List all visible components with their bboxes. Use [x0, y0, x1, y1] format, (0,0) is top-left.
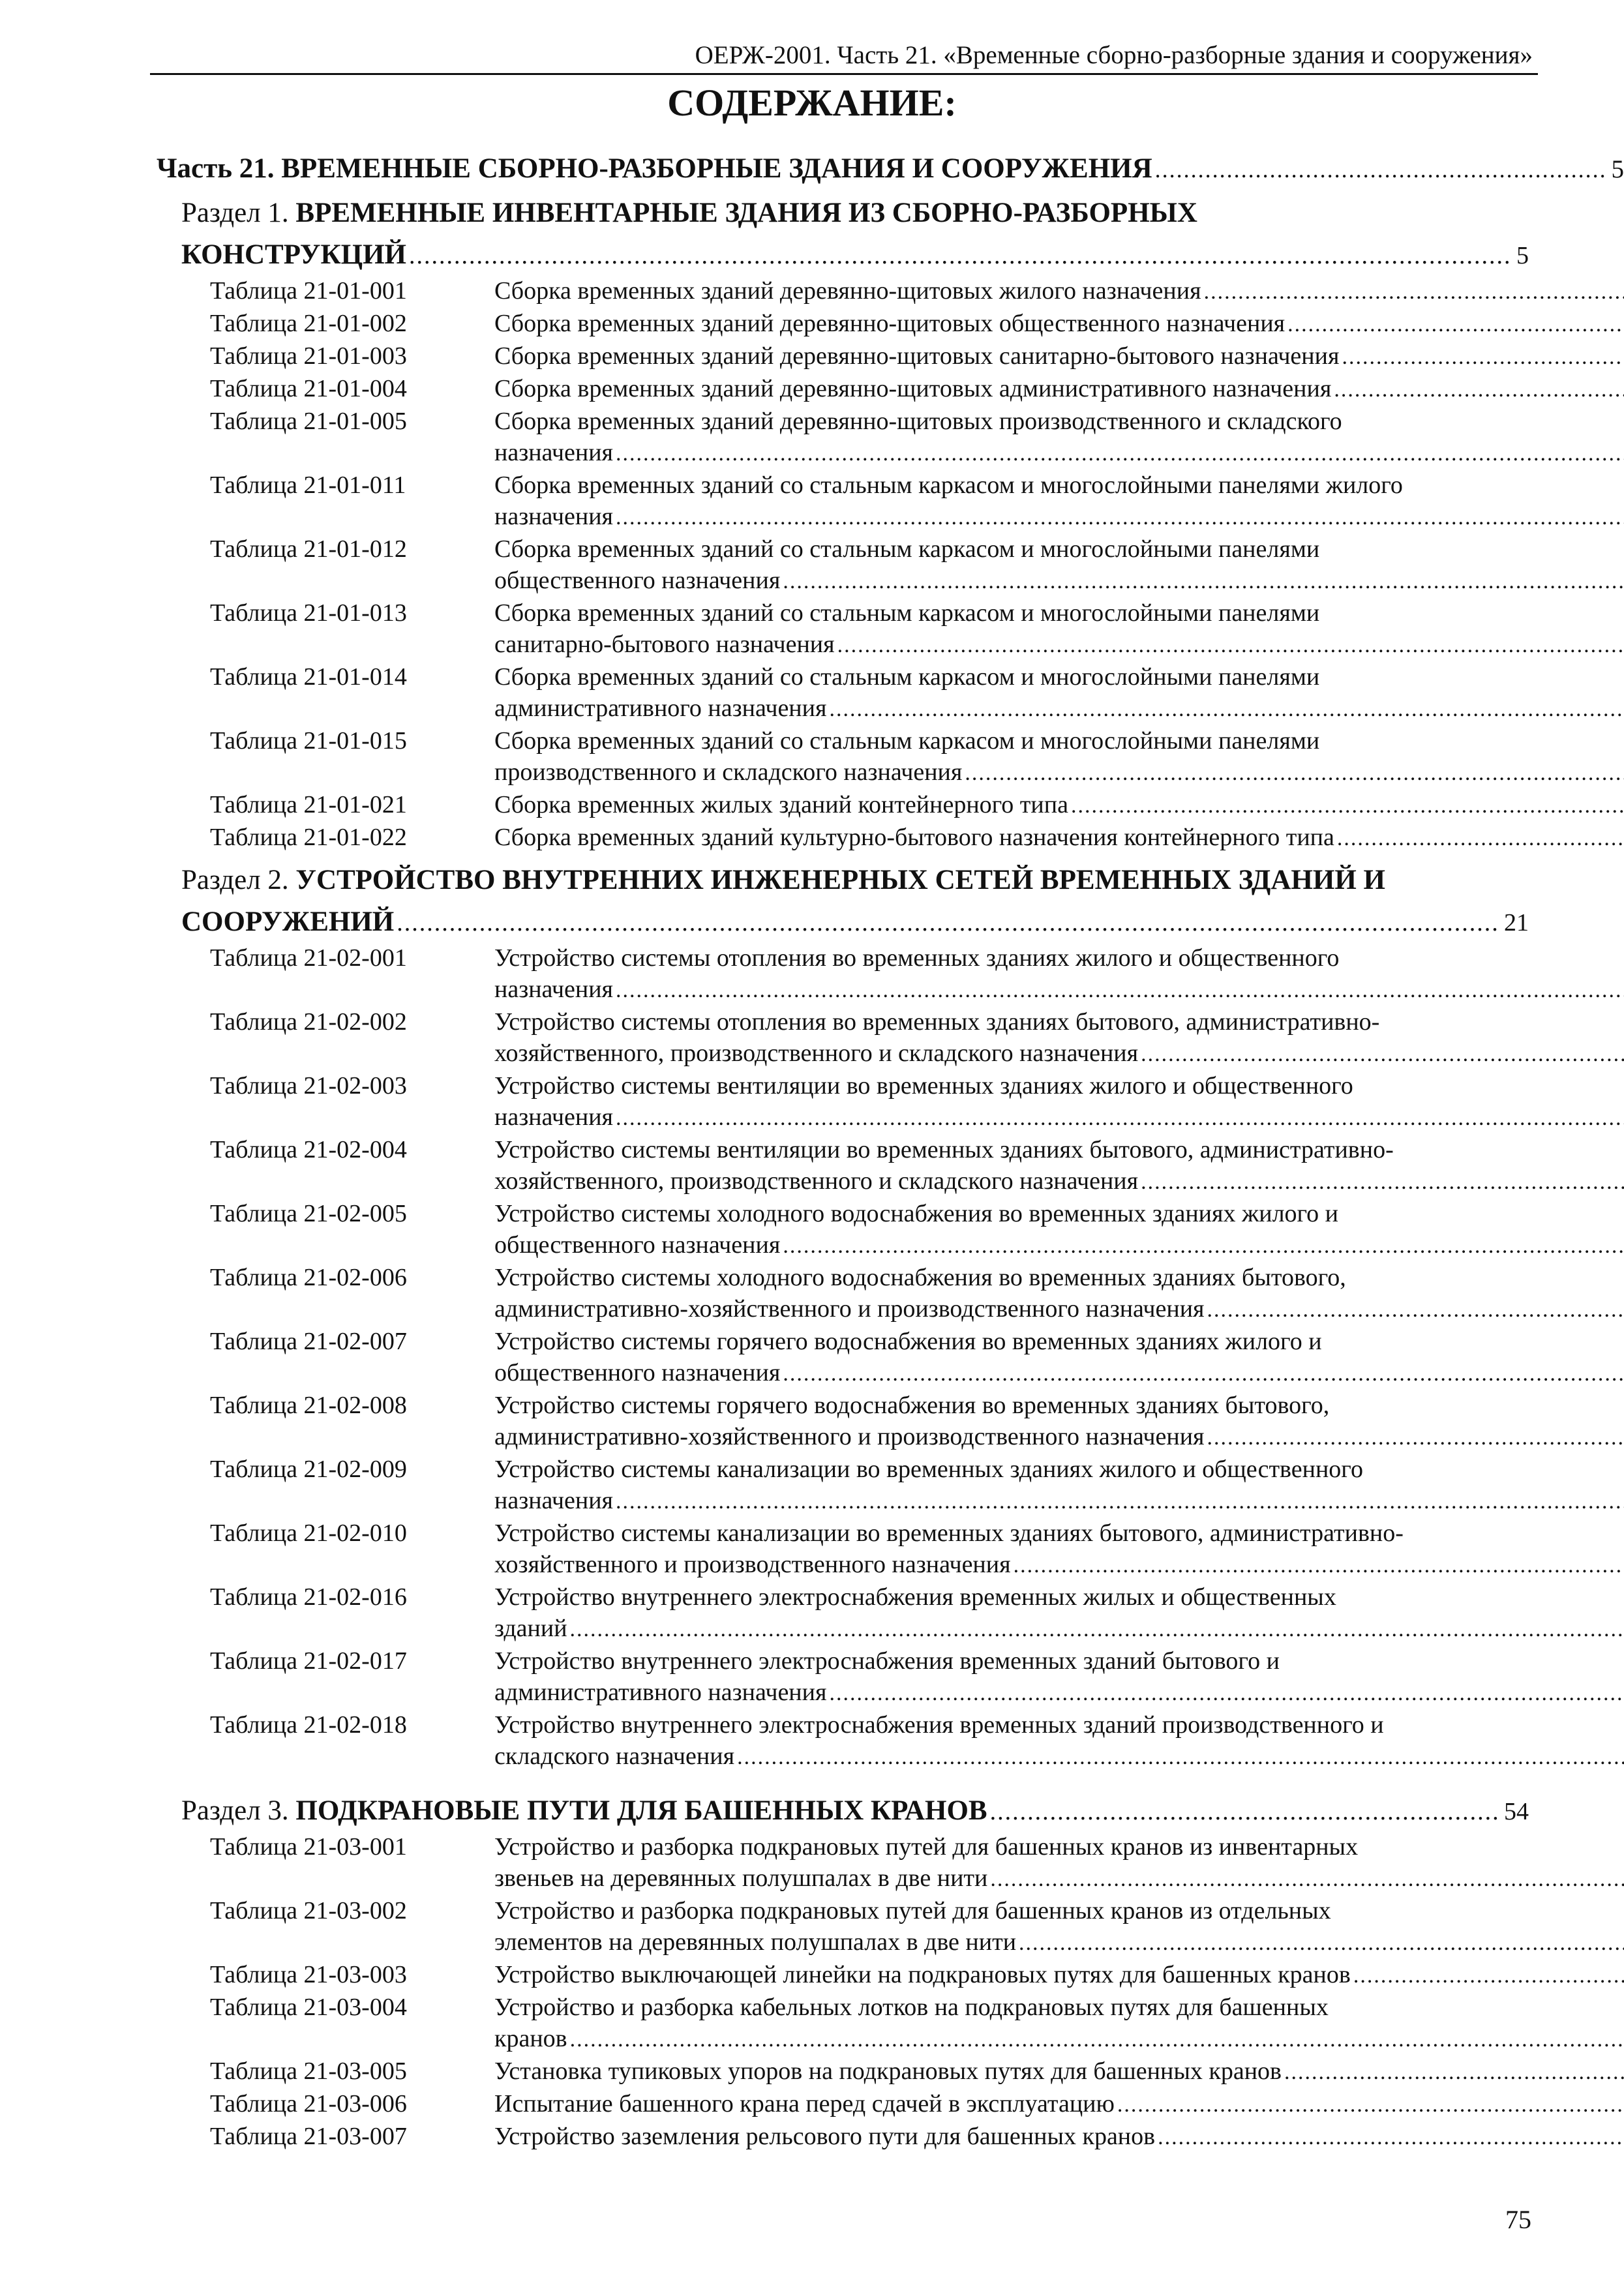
toc-table-title-cont: хозяйственного и производственного назначения [494, 1551, 1011, 1578]
toc-table-title-line [494, 1101, 1624, 1134]
toc-section-heading[interactable] [181, 1790, 1529, 1833]
toc-table-body [494, 1581, 1624, 1645]
toc-table-entry[interactable] [210, 1709, 1529, 1773]
toc-table-entry[interactable] [210, 1992, 1529, 2056]
toc-table-body [494, 2121, 1624, 2153]
toc-table-title-cont: санитарно-бытового назначения [494, 631, 835, 658]
toc-table-id: Таблица 21-02-005 [210, 1200, 407, 1227]
leader-dots [965, 758, 1624, 789]
leader-dots [783, 1358, 1624, 1390]
toc-section-title-line [181, 901, 1529, 944]
toc-table-body [494, 789, 1624, 822]
leader-dots [1207, 1422, 1624, 1454]
toc-table-entry[interactable] [210, 1581, 1529, 1645]
toc-table-title: Сборка временных зданий со стальным каркасом и многослойными панелями [494, 599, 1320, 627]
toc-table-entry[interactable] [210, 1134, 1529, 1198]
toc-table-id: Таблица 21-02-002 [210, 1008, 407, 1036]
leader-dots [1353, 1960, 1624, 1992]
toc-table-id: Таблица 21-01-014 [210, 663, 407, 691]
toc-table-entry[interactable] [210, 533, 1529, 597]
toc-table-entry[interactable] [210, 2121, 1529, 2153]
toc-table-title: Устройство внутреннего электроснабжения временных жилых и общественных [494, 1583, 1336, 1611]
toc-table-entry[interactable] [210, 406, 1529, 470]
toc-table-id: Таблица 21-01-012 [210, 535, 407, 563]
toc-section-heading[interactable] [181, 192, 1529, 277]
toc-section-prefix: Раздел 1. [181, 198, 296, 228]
toc-table-id: Таблица 21-01-021 [210, 791, 407, 818]
header-rule [150, 73, 1538, 75]
toc-table-title-line [494, 1165, 1624, 1198]
toc-table-title-cont: кранов [494, 2025, 567, 2052]
toc-table-title-line [494, 1959, 1624, 1992]
toc-table-entry[interactable] [210, 1006, 1529, 1070]
toc-table-title-line [494, 275, 1624, 308]
toc-page-number: 5 [1516, 242, 1529, 269]
toc-table-id: Таблица 21-02-016 [210, 1583, 407, 1611]
toc-table-id: Таблица 21-02-017 [210, 1647, 407, 1675]
toc-table-id: Таблица 21-01-004 [210, 375, 407, 402]
toc-table-title-cont: общественного назначения [494, 1231, 781, 1259]
toc-table-title: Испытание башенного крана перед сдачей в эксплуатацию [494, 2090, 1115, 2117]
toc-table-body [494, 1518, 1624, 1581]
toc-table-body [494, 2088, 1624, 2121]
toc-table-title-cont: назначения [494, 1487, 614, 1514]
toc-table-body [494, 1070, 1624, 1134]
toc-table-title: Устройство системы холодного водоснабжения во временных зданиях жилого и [494, 1200, 1339, 1227]
toc-table-title: Сборка временных жилых зданий контейнерного типа [494, 791, 1068, 818]
toc-section-title-line [181, 1790, 1529, 1833]
toc-table-id: Таблица 21-01-002 [210, 310, 407, 337]
toc-table-entry[interactable] [210, 470, 1529, 533]
toc-table-title-cont: назначения [494, 976, 614, 1003]
toc-table-body [494, 1895, 1624, 1959]
toc-table-id: Таблица 21-02-007 [210, 1328, 407, 1355]
toc-table-id: Таблица 21-03-006 [210, 2090, 407, 2117]
toc-table-title: Устройство системы отопления во временных зданиях жилого и общественного [494, 944, 1340, 972]
toc-table-entry[interactable] [210, 373, 1529, 406]
toc-sections [0, 192, 1624, 2153]
toc-section [0, 192, 1624, 854]
table-of-contents [0, 150, 1624, 2153]
toc-table-entry[interactable] [210, 1454, 1529, 1518]
toc-table-title-cont: административно-хозяйственного и производственного назначения [494, 1295, 1205, 1323]
toc-table-entry[interactable] [210, 789, 1529, 822]
leader-dots [990, 1864, 1624, 1895]
toc-table-title-line [494, 1863, 1624, 1895]
toc-table-title-line [494, 2121, 1624, 2153]
toc-table-entry[interactable] [210, 1390, 1529, 1454]
toc-table-id: Таблица 21-03-004 [210, 1994, 407, 2021]
running-header: ОЕРЖ-2001. Часть 21. «Временные сборно-разборные здания и сооружения» [695, 41, 1533, 69]
toc-table-entry[interactable] [210, 822, 1529, 854]
leader-dots [829, 694, 1624, 725]
toc-table-id: Таблица 21-02-018 [210, 1711, 407, 1739]
leader-dots [1287, 309, 1624, 340]
toc-table-title-line [494, 340, 1624, 373]
page-number: 75 [1505, 2205, 1531, 2234]
toc-table-id: Таблица 21-01-003 [210, 342, 407, 370]
toc-table-body [494, 1992, 1624, 2056]
toc-table-title: Устройство выключающей линейки на подкрановых путях для башенных кранов [494, 1961, 1351, 1988]
toc-table-body [494, 661, 1624, 725]
leader-dots [829, 1678, 1624, 1709]
toc-table-title-line [494, 565, 1624, 597]
toc-section-title-line [181, 234, 1529, 277]
toc-table-title-line [494, 1421, 1624, 1454]
toc-table-title: Сборка временных зданий деревянно-щитовых санитарно-бытового назначения [494, 342, 1340, 370]
toc-table-id: Таблица 21-02-006 [210, 1264, 407, 1291]
toc-table-title-line [494, 1485, 1624, 1518]
toc-table-title-cont: хозяйственного, производственного и складского назначения [494, 1167, 1139, 1195]
toc-table-title-line [494, 974, 1624, 1006]
toc-table-title-line [494, 1613, 1624, 1645]
toc-table-title-cont: административно-хозяйственного и производственного назначения [494, 1423, 1205, 1450]
toc-section-title-line [181, 192, 1529, 234]
toc-table-body [494, 1709, 1624, 1773]
toc-table-body [494, 470, 1624, 533]
toc-table-entry[interactable] [210, 1959, 1529, 1992]
toc-table-entry[interactable] [210, 1326, 1529, 1390]
toc-table-title: Устройство системы отопления во временных зданиях бытового, административно- [494, 1008, 1380, 1036]
toc-table-title: Устройство системы канализации во временных зданиях жилого и общественного [494, 1456, 1363, 1483]
toc-table-title-cont: зданий [494, 1615, 567, 1642]
toc-table-id: Таблица 21-02-001 [210, 944, 407, 972]
toc-table-id: Таблица 21-01-011 [210, 471, 406, 499]
leader-dots [1141, 1167, 1624, 1198]
toc-section-prefix: Раздел 2. [181, 865, 296, 895]
toc-table-body [494, 1390, 1624, 1454]
toc-table-body [494, 1326, 1624, 1390]
toc-table-title-cont: административного назначения [494, 695, 827, 722]
toc-table-title: Устройство заземления рельсового пути для башенных кранов [494, 2123, 1156, 2150]
toc-table-title-cont: звеньев на деревянных полушпалах в две нити [494, 1864, 988, 1892]
toc-table-entry[interactable] [210, 942, 1529, 1006]
toc-table-entry[interactable] [210, 1198, 1529, 1262]
toc-table-body [494, 1831, 1624, 1895]
toc-table-entry[interactable] [210, 2056, 1529, 2088]
toc-table-entry[interactable] [210, 1831, 1529, 1895]
toc-table-body [494, 275, 1624, 308]
toc-table-id: Таблица 21-01-005 [210, 408, 407, 435]
toc-table-title: Сборка временных зданий деревянно-щитовых производственного и складского [494, 408, 1342, 435]
leader-dots [1284, 2057, 1624, 2088]
toc-section-heading[interactable] [181, 860, 1529, 944]
toc-table-title: Устройство системы канализации во временных зданиях бытового, административно- [494, 1519, 1404, 1547]
toc-table-body [494, 340, 1624, 373]
toc-table-body [494, 942, 1624, 1006]
toc-part-entry[interactable] [157, 150, 1624, 188]
toc-table-entry[interactable] [210, 1518, 1529, 1581]
toc-table-title-cont: административного назначения [494, 1679, 827, 1706]
toc-table-id: Таблица 21-03-007 [210, 2123, 407, 2150]
toc-table-title: Сборка временных зданий со стальным каркасом и многослойными панелями жилого [494, 471, 1403, 499]
toc-part-label: Часть 21. ВРЕМЕННЫЕ СБОРНО-РАЗБОРНЫЕ ЗДАНИЯ И СООРУЖЕНИЯ [157, 153, 1152, 184]
toc-table-title-line [494, 756, 1624, 789]
toc-table-title-line [494, 1549, 1624, 1581]
leader-dots [1158, 2122, 1624, 2153]
toc-table-title: Устройство системы вентиляции во временных зданиях бытового, административно- [494, 1136, 1394, 1163]
toc-table-id: Таблица 21-03-002 [210, 1897, 407, 1924]
leader-dots [1155, 151, 1605, 188]
leader-dots [1337, 823, 1624, 854]
toc-section-title-line [181, 860, 1529, 901]
toc-table-body [494, 308, 1624, 340]
leader-dots [1014, 1550, 1624, 1581]
toc-table-id: Таблица 21-02-010 [210, 1519, 407, 1547]
toc-section [0, 1790, 1624, 2153]
toc-table-body [494, 373, 1624, 406]
leader-dots [616, 502, 1624, 533]
toc-table-title-cont: назначения [494, 1103, 614, 1131]
leader-dots [616, 1103, 1624, 1134]
toc-table-title-line [494, 373, 1624, 406]
toc-table-title: Установка тупиковых упоров на подкрановых путях для башенных кранов [494, 2057, 1282, 2085]
toc-table-list [0, 942, 1624, 1773]
leader-dots [783, 1231, 1624, 1262]
leader-dots [1334, 374, 1624, 406]
leader-dots [783, 566, 1624, 597]
leader-dots [1071, 790, 1624, 822]
toc-table-id: Таблица 21-01-022 [210, 824, 407, 851]
toc-table-title-line [494, 822, 1624, 854]
toc-table-body [494, 533, 1624, 597]
toc-table-title-line [494, 1357, 1624, 1390]
toc-table-title-line [494, 2056, 1624, 2088]
toc-table-title-line [494, 1677, 1624, 1709]
toc-table-entry[interactable] [210, 308, 1529, 340]
toc-page-number: 21 [1504, 909, 1529, 936]
toc-table-title-cont: назначения [494, 503, 614, 530]
toc-table-title-line [494, 308, 1624, 340]
toc-table-entry[interactable] [210, 1645, 1529, 1709]
toc-table-title-line [494, 693, 1624, 725]
toc-table-entry[interactable] [210, 1262, 1529, 1326]
toc-table-id: Таблица 21-02-009 [210, 1456, 407, 1483]
toc-table-body [494, 1959, 1624, 1992]
toc-table-id: Таблица 21-01-013 [210, 599, 407, 627]
toc-table-body [494, 1134, 1624, 1198]
toc-table-title-line [494, 2088, 1624, 2121]
toc-table-title-line [494, 1229, 1624, 1262]
leader-dots [409, 235, 1510, 277]
toc-table-title-line [494, 1293, 1624, 1326]
toc-table-id: Таблица 21-03-005 [210, 2057, 407, 2085]
leader-dots [990, 1791, 1497, 1833]
toc-table-title: Сборка временных зданий со стальным каркасом и многослойными панелями [494, 663, 1320, 691]
toc-table-list [0, 1831, 1624, 2153]
leader-dots [1207, 1294, 1624, 1326]
toc-table-id: Таблица 21-01-015 [210, 727, 407, 755]
toc-table-id: Таблица 21-03-001 [210, 1833, 407, 1861]
toc-table-id: Таблица 21-02-008 [210, 1392, 407, 1419]
leader-dots [1117, 2089, 1624, 2121]
toc-table-entry[interactable] [210, 340, 1529, 373]
toc-table-body [494, 597, 1624, 661]
toc-table-entry[interactable] [210, 2088, 1529, 2121]
leader-dots [616, 1486, 1624, 1518]
toc-page-number: 5 [1611, 155, 1624, 183]
toc-table-title-cont: производственного и складского назначения [494, 758, 963, 786]
toc-table-entry[interactable] [210, 597, 1529, 661]
leader-dots [570, 2024, 1624, 2056]
leader-dots [1141, 1039, 1624, 1070]
toc-table-id: Таблица 21-03-003 [210, 1961, 407, 1988]
toc-table-title: Устройство и разборка подкрановых путей для башенных кранов из отдельных [494, 1897, 1331, 1924]
toc-table-title: Устройство системы горячего водоснабжения во временных зданиях жилого и [494, 1328, 1322, 1355]
toc-table-list [0, 275, 1624, 854]
toc-table-title: Устройство внутреннего электроснабжения временных зданий производственного и [494, 1711, 1384, 1739]
toc-table-body [494, 1006, 1624, 1070]
toc-table-body [494, 1198, 1624, 1262]
toc-table-title: Устройство и разборка кабельных лотков на подкрановых путях для башенных [494, 1994, 1329, 2021]
toc-section [0, 860, 1624, 1773]
toc-table-title: Сборка временных зданий культурно-бытового назначения контейнерного типа [494, 824, 1334, 851]
leader-dots [616, 975, 1624, 1006]
toc-table-body [494, 2056, 1624, 2088]
leader-dots [837, 630, 1624, 661]
toc-table-body [494, 725, 1624, 789]
toc-table-title: Устройство внутреннего электроснабжения временных зданий бытового и [494, 1647, 1280, 1675]
toc-section-prefix: Раздел 3. [181, 1795, 296, 1826]
toc-table-body [494, 822, 1624, 854]
toc-table-title: Устройство системы горячего водоснабжения во временных зданиях бытового, [494, 1392, 1330, 1419]
toc-table-body [494, 1454, 1624, 1518]
toc-table-title-cont: хозяйственного, производственного и складского назначения [494, 1040, 1139, 1067]
toc-table-title-cont: складского назначения [494, 1743, 735, 1770]
toc-table-id: Таблица 21-02-004 [210, 1136, 407, 1163]
toc-table-title: Сборка временных зданий со стальным каркасом и многослойными панелями [494, 727, 1320, 755]
toc-table-entry[interactable] [210, 725, 1529, 789]
toc-table-entry[interactable] [210, 1070, 1529, 1134]
toc-table-title-line [494, 789, 1624, 822]
toc-table-title-cont: элементов на деревянных полушпалах в две нити [494, 1928, 1017, 1956]
leader-dots [570, 1614, 1624, 1645]
toc-table-title: Устройство системы вентиляции во временных зданиях жилого и общественного [494, 1072, 1353, 1100]
toc-section-title-cont: КОНСТРУКЦИЙ [181, 239, 407, 270]
toc-table-entry[interactable] [210, 1895, 1529, 1959]
leader-dots [1204, 277, 1624, 308]
toc-table-title: Сборка временных зданий со стальным каркасом и многослойными панелями [494, 535, 1320, 563]
leader-dots [397, 902, 1497, 944]
toc-section-title: УСТРОЙСТВО ВНУТРЕННИХ ИНЖЕНЕРНЫХ СЕТЕЙ ВРЕМЕННЫХ ЗДАНИЙ И [295, 865, 1385, 895]
toc-table-title: Устройство и разборка подкрановых путей для башенных кранов из инвентарных [494, 1833, 1359, 1861]
toc-table-id: Таблица 21-02-003 [210, 1072, 407, 1100]
toc-table-title-line [494, 629, 1624, 661]
toc-table-entry[interactable] [210, 661, 1529, 725]
toc-table-body [494, 406, 1624, 470]
toc-section-title-cont: СООРУЖЕНИЙ [181, 906, 395, 937]
toc-table-title-line [494, 437, 1624, 470]
toc-table-title-cont: общественного назначения [494, 567, 781, 594]
toc-table-title: Сборка временных зданий деревянно-щитовых жилого назначения [494, 277, 1201, 305]
toc-table-entry[interactable] [210, 275, 1529, 308]
toc-section-title: ПОДКРАНОВЫЕ ПУТИ ДЛЯ БАШЕННЫХ КРАНОВ [295, 1795, 987, 1826]
toc-table-body [494, 1645, 1624, 1709]
toc-table-title-line [494, 2023, 1624, 2056]
toc-section-title: ВРЕМЕННЫЕ ИНВЕНТАРНЫЕ ЗДАНИЯ ИЗ СБОРНО-РАЗБОРНЫХ [295, 198, 1197, 228]
leader-dots [737, 1742, 1624, 1773]
toc-table-title-cont: назначения [494, 439, 614, 466]
toc-table-id: Таблица 21-01-001 [210, 277, 407, 305]
toc-table-title: Сборка временных зданий деревянно-щитовых административного назначения [494, 375, 1332, 402]
toc-table-title-line [494, 1038, 1624, 1070]
toc-page-number: 54 [1504, 1798, 1529, 1825]
toc-table-body [494, 1262, 1624, 1326]
toc-table-title-line [494, 1741, 1624, 1773]
toc-table-title-cont: общественного назначения [494, 1359, 781, 1386]
leader-dots [1019, 1928, 1624, 1959]
toc-table-title: Устройство системы холодного водоснабжения во временных зданиях бытового, [494, 1264, 1346, 1291]
page-title: СОДЕРЖАНИЕ: [667, 82, 957, 124]
leader-dots [1342, 342, 1624, 373]
toc-table-title-line [494, 1926, 1624, 1959]
leader-dots [616, 438, 1624, 470]
toc-table-title-line [494, 501, 1624, 533]
toc-table-title: Сборка временных зданий деревянно-щитовых общественного назначения [494, 310, 1286, 337]
